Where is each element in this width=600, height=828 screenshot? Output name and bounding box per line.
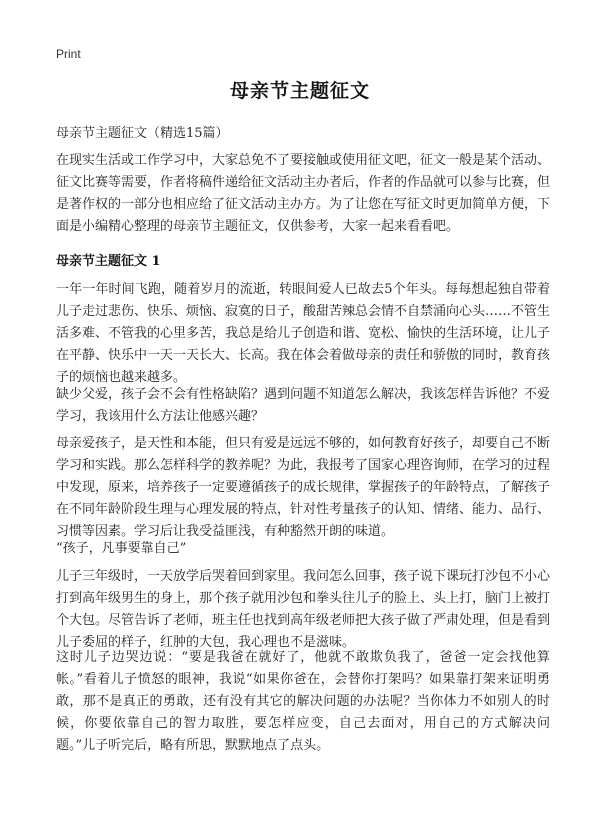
body-paragraph-5: 这时儿子边哭边说：“要是我爸在就好了，他就不敢欺负我了，爸爸一定会找他算帐。”看着儿子愤怒的眼神，我说“如果你爸在，会替你打架吗？如果靠打架来证明勇敢，那不是真正的勇敢，还有没有其它的解决问题的办法呢？当你体力不如别人的时候，你要依靠自己的智力取胜，要怎样应变，自己去面对，用自己的方式解决问题。”儿子听完后，略有所思，默默地点了点头。 [56, 650, 550, 753]
intro-paragraph: 在现实生活或工作学习中，大家总免不了要接触或使用征文吧，征文一般是某个活动、征文比赛等需要，作者将稿件递给征文活动主办者后，作者的作品就可以参与比赛，但是著作权的一部分也相应给了征文活动主办方。为了让您在写征文时更加简单方便，下面是小编精心整理的母亲节主题征文，仅供参考，大家一起来看看吧。 [56, 153, 551, 234]
body-paragraph-2: 缺少父爱，孩子会不会有性格缺陷？遇到问题不知道怎么解决，我该怎样告诉他？不爱学习，我该用什么方法让他感兴趣？ [56, 387, 551, 424]
quote-line: “孩子，凡事要靠自己” [56, 541, 187, 556]
print-label: Print [56, 47, 81, 61]
body-paragraph-1: 一年一年时间飞跑，随着岁月的流逝，转眼间爱人已故去5个年头。每每想起独自带着儿子走过悲伤、快乐、烦恼、寂寞的日子，酸甜苦辣总会情不自禁涌向心头……不管生活多难、不管我的心里多苦，我总是给儿子创造和谐、宽松、愉快的生活环境，让儿子在平静、快乐中一天一天长大、长高。我在体会着做母亲的责任和骄傲的同时，教育孩子的烦恼也越来越多。 [56, 282, 551, 385]
page-subtitle: 母亲节主题征文（精选15篇） [56, 126, 229, 141]
body-paragraph-4: 儿子三年级时，一天放学后哭着回到家里。我问怎么回事，孩子说下课玩打沙包不小心打到高年级男生的身上，那个孩子就用沙包和拳头往儿子的脸上、头上打，脑门上被打个大包。尽管告诉了老师，班主任也找到高年级老师把大孩子做了严肃处理，但是看到儿子委屈的样子，红肿的大包，我心理也不是滋味。 [56, 569, 551, 650]
page-title: 母亲节主题征文 [229, 80, 370, 102]
body-paragraph-3: 母亲爱孩子，是天性和本能，但只有爱是远远不够的，如何教育好孩子，却要自己不断学习和实践。那么怎样科学的教养呢？为此，我报考了国家心理咨询师，在学习的过程中发现，原来，培养孩子一定要遵循孩子的成长规律，掌握孩子的年龄特点，了解孩子在不同年龄阶段生理与心理发展的特点，针对性考量孩子的认知、情绪、能力、品行、习惯等因素。学习后让我受益匪浅，有种豁然开朗的味道。 [56, 436, 551, 539]
section-heading: 母亲节主题征文 1 [56, 254, 161, 269]
